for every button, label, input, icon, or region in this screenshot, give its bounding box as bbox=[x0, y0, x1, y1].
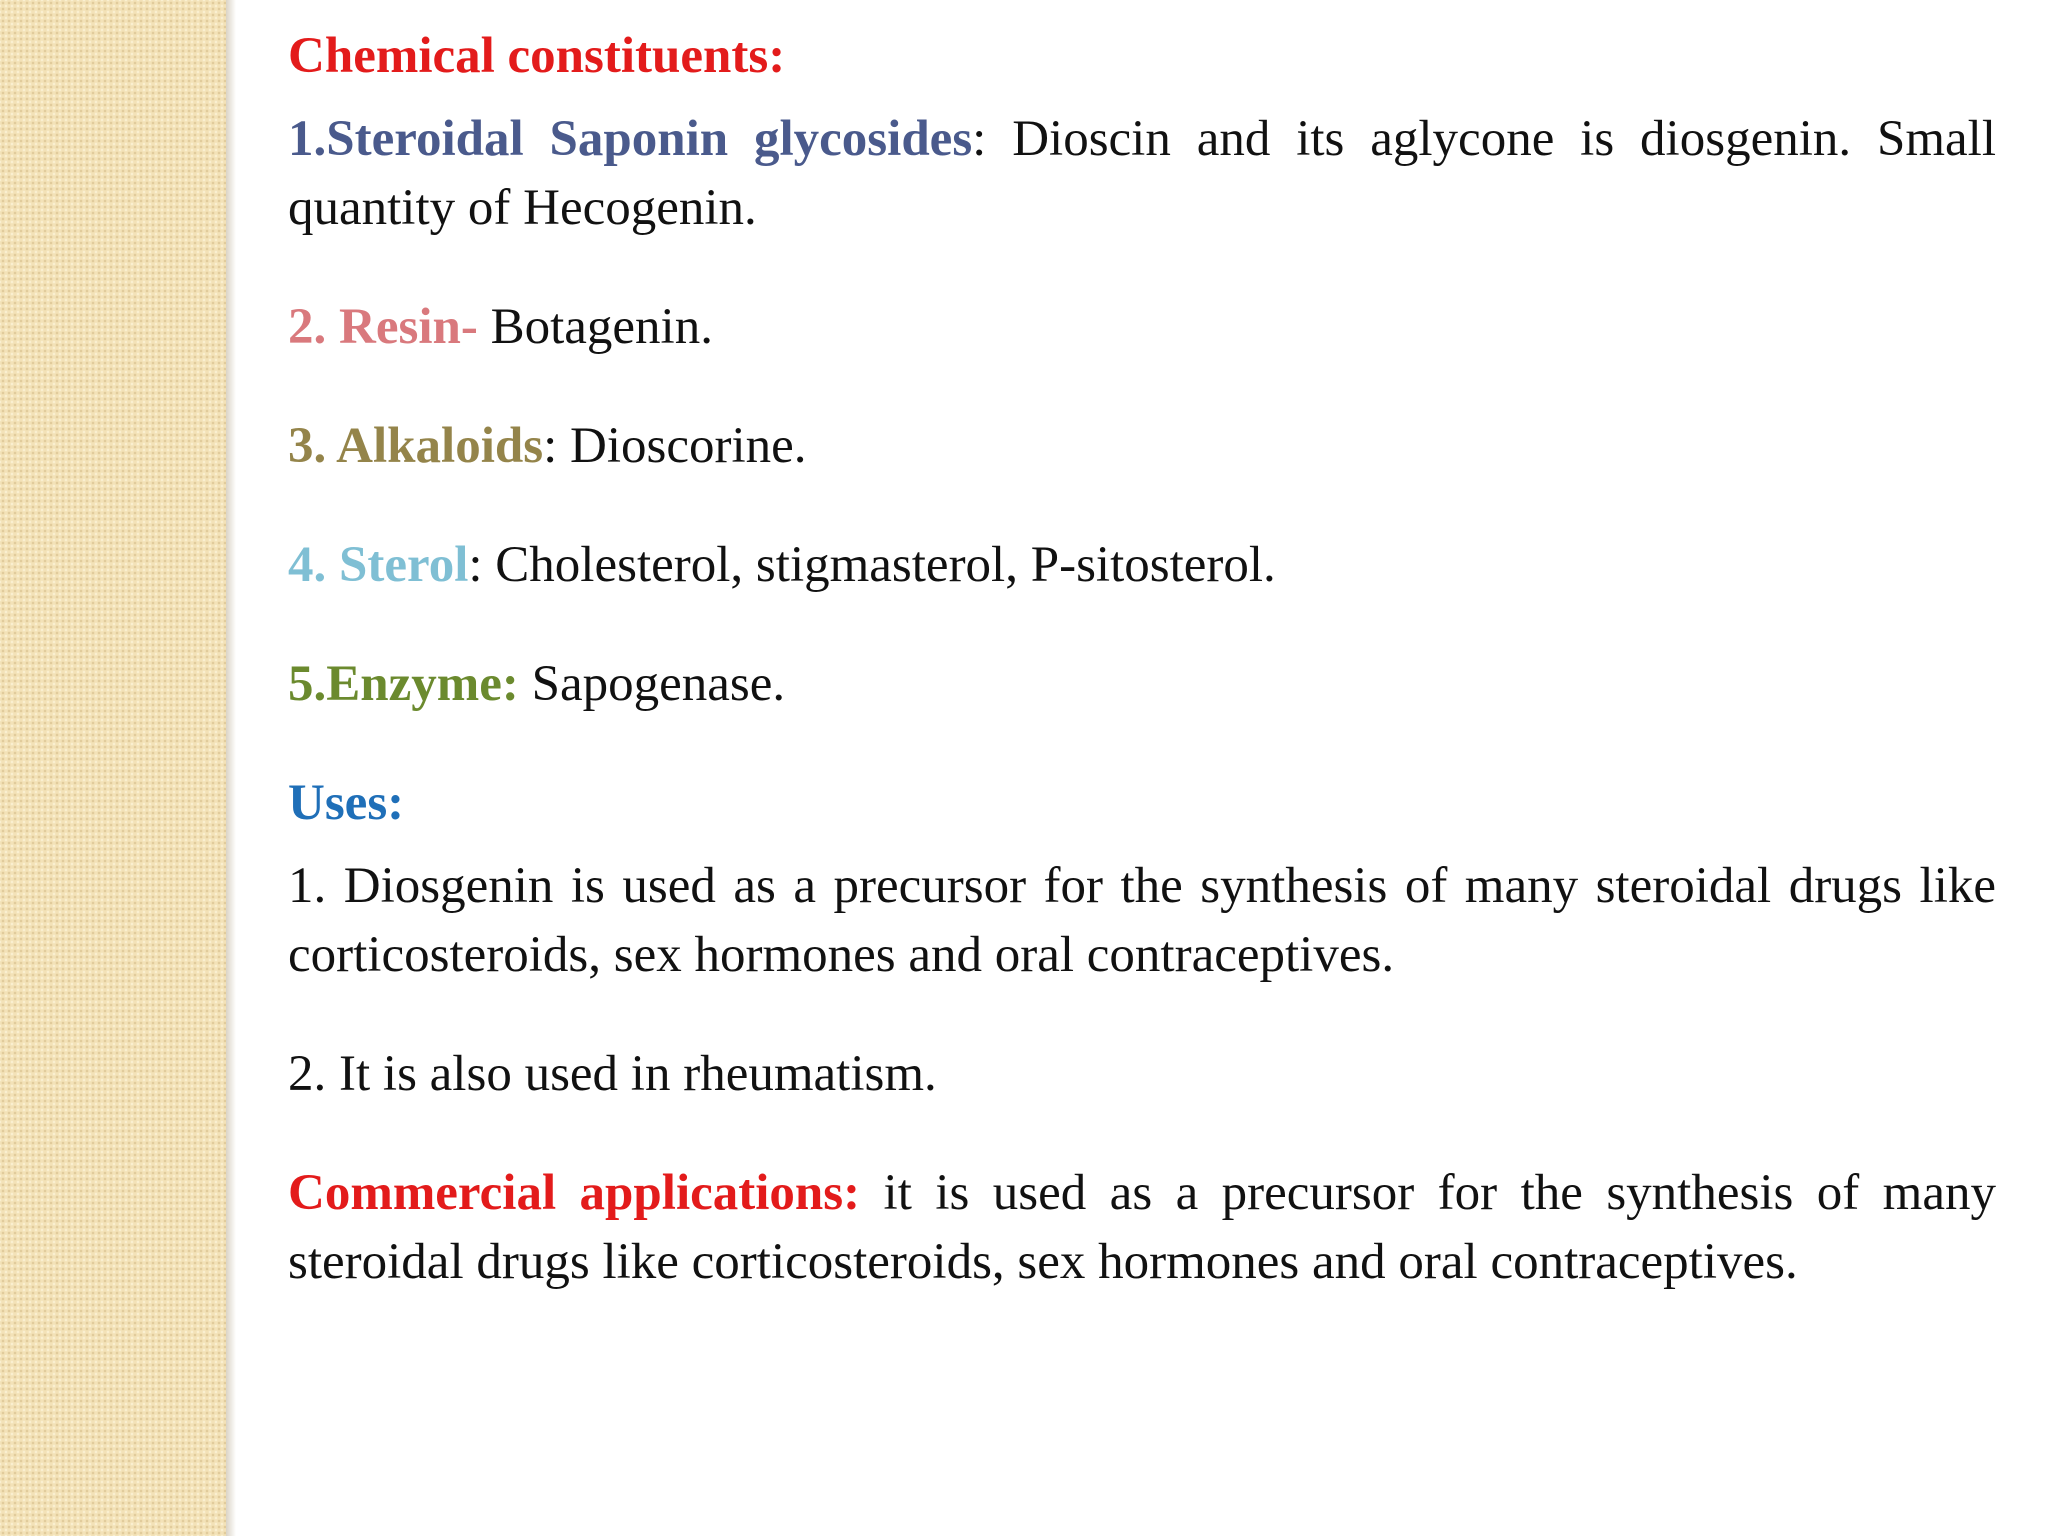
constituent-resin-label: 2. Resin- bbox=[288, 299, 478, 355]
slide-content bbox=[288, 22, 1996, 1297]
commercial-applications-text: it is used as a precursor for the synthesis of many steroidal drugs like corticosteroids, sex hormones and oral contraceptives. bbox=[288, 1165, 1996, 1290]
constituent-enzyme-label: 5.Enzyme: bbox=[288, 656, 519, 712]
decorative-side-strip bbox=[0, 0, 226, 1536]
use-item-2: 2. It is also used in rheumatism. bbox=[288, 1046, 937, 1102]
commercial-applications-label: Commercial applications: bbox=[288, 1165, 861, 1221]
constituent-saponin-text: : Dioscin and its aglycone is diosgenin. Small quantity of Hecogenin. bbox=[288, 111, 1996, 236]
constituent-alkaloids-text: : Dioscorine. bbox=[543, 418, 807, 474]
commercial-applications bbox=[288, 1159, 1996, 1297]
uses-heading: Uses: bbox=[288, 775, 405, 831]
constituent-resin-text: Botagenin. bbox=[477, 299, 713, 355]
constituent-sterol-text: : Cholesterol, stigmasterol, P-sitosterol. bbox=[468, 537, 1276, 593]
constituent-resin bbox=[288, 293, 1996, 362]
constituent-sterol-label: 4. Sterol bbox=[288, 537, 469, 593]
constituent-sterol bbox=[288, 531, 1996, 600]
constituent-enzyme-text: Sapogenase. bbox=[518, 656, 786, 712]
side-strip-shadow bbox=[226, 0, 236, 1536]
constituent-alkaloids bbox=[288, 412, 1996, 481]
constituent-alkaloids-label: 3. Alkaloids bbox=[288, 418, 544, 474]
constituent-saponin-label: 1.Steroidal Saponin glycosides bbox=[288, 111, 973, 167]
constituent-enzyme bbox=[288, 650, 1996, 719]
chemical-constituents-heading: Chemical constituents: bbox=[288, 28, 786, 84]
use-item-1: 1. Diosgenin is used as a precursor for the synthesis of many steroidal drugs like corticosteroids, sex hormones and oral contraceptives. bbox=[288, 858, 1996, 983]
constituent-saponin bbox=[288, 105, 1996, 243]
